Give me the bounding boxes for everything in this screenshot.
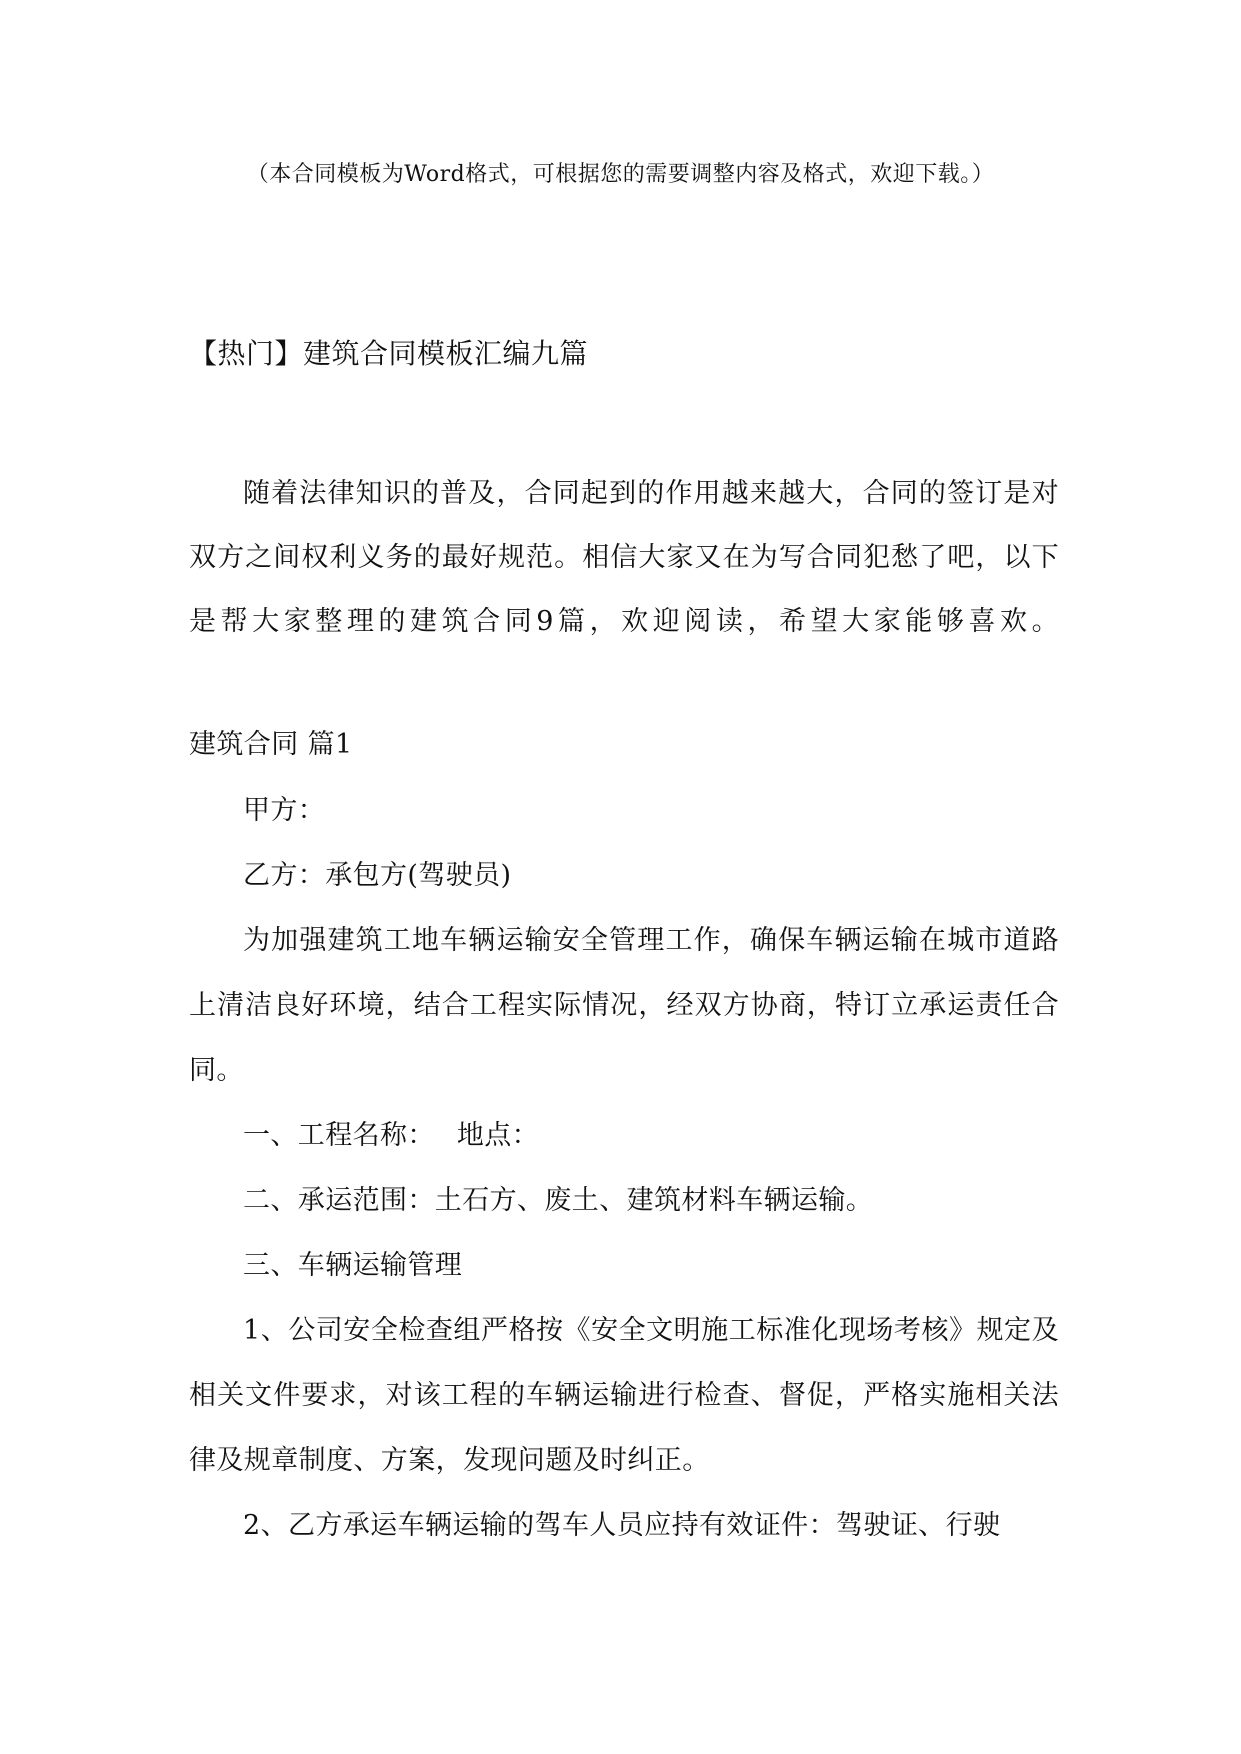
document-body bbox=[189, 462, 1059, 1558]
party-b-line: 乙方：承包方(驾驶员) bbox=[243, 860, 512, 891]
template-note: （本合同模板为Word格式，可根据您的需要调整内容及格式，欢迎下载。） bbox=[246, 162, 995, 187]
item-project-name bbox=[189, 1103, 1059, 1168]
project-name-label: 一、工程名称： bbox=[243, 1120, 435, 1151]
document-title: 【热门】建筑合同模板汇编九篇 bbox=[189, 337, 589, 370]
purpose-paragraph: 为加强建筑工地车辆运输安全管理工作，确保车辆运输在城市道路上清洁良好环境，结合工程实际情况，经双方协商，特订立承运责任合同。 bbox=[189, 925, 1059, 1086]
item-scope: 二、承运范围：土石方、废土、建筑材料车辆运输。 bbox=[243, 1185, 874, 1216]
project-location-label: 地点： bbox=[456, 1120, 540, 1151]
party-a-line: 甲方： bbox=[243, 795, 326, 826]
intro-paragraph: 随着法律知识的普及，合同起到的作用越来越大，合同的签订是对双方之间权利义务的最好规范。相信大家又在为写合同犯愁了吧，以下是帮大家整理的建筑合同9篇，欢迎阅读，希望大家能够喜欢。 bbox=[189, 478, 1059, 637]
item-vehicle-management: 三、车辆运输管理 bbox=[243, 1250, 463, 1281]
clause-1: 1、公司安全检查组严格按《安全文明施工标准化现场考核》规定及相关文件要求，对该工程的车辆运输进行检查、督促，严格实施相关法律及规章制度、方案，发现问题及时纠正。 bbox=[189, 1315, 1059, 1476]
clause-2: 2、乙方承运车辆运输的驾车人员应持有效证件：驾驶证、行驶 bbox=[243, 1510, 1001, 1541]
section-heading: 建筑合同 篇1 bbox=[189, 729, 353, 760]
